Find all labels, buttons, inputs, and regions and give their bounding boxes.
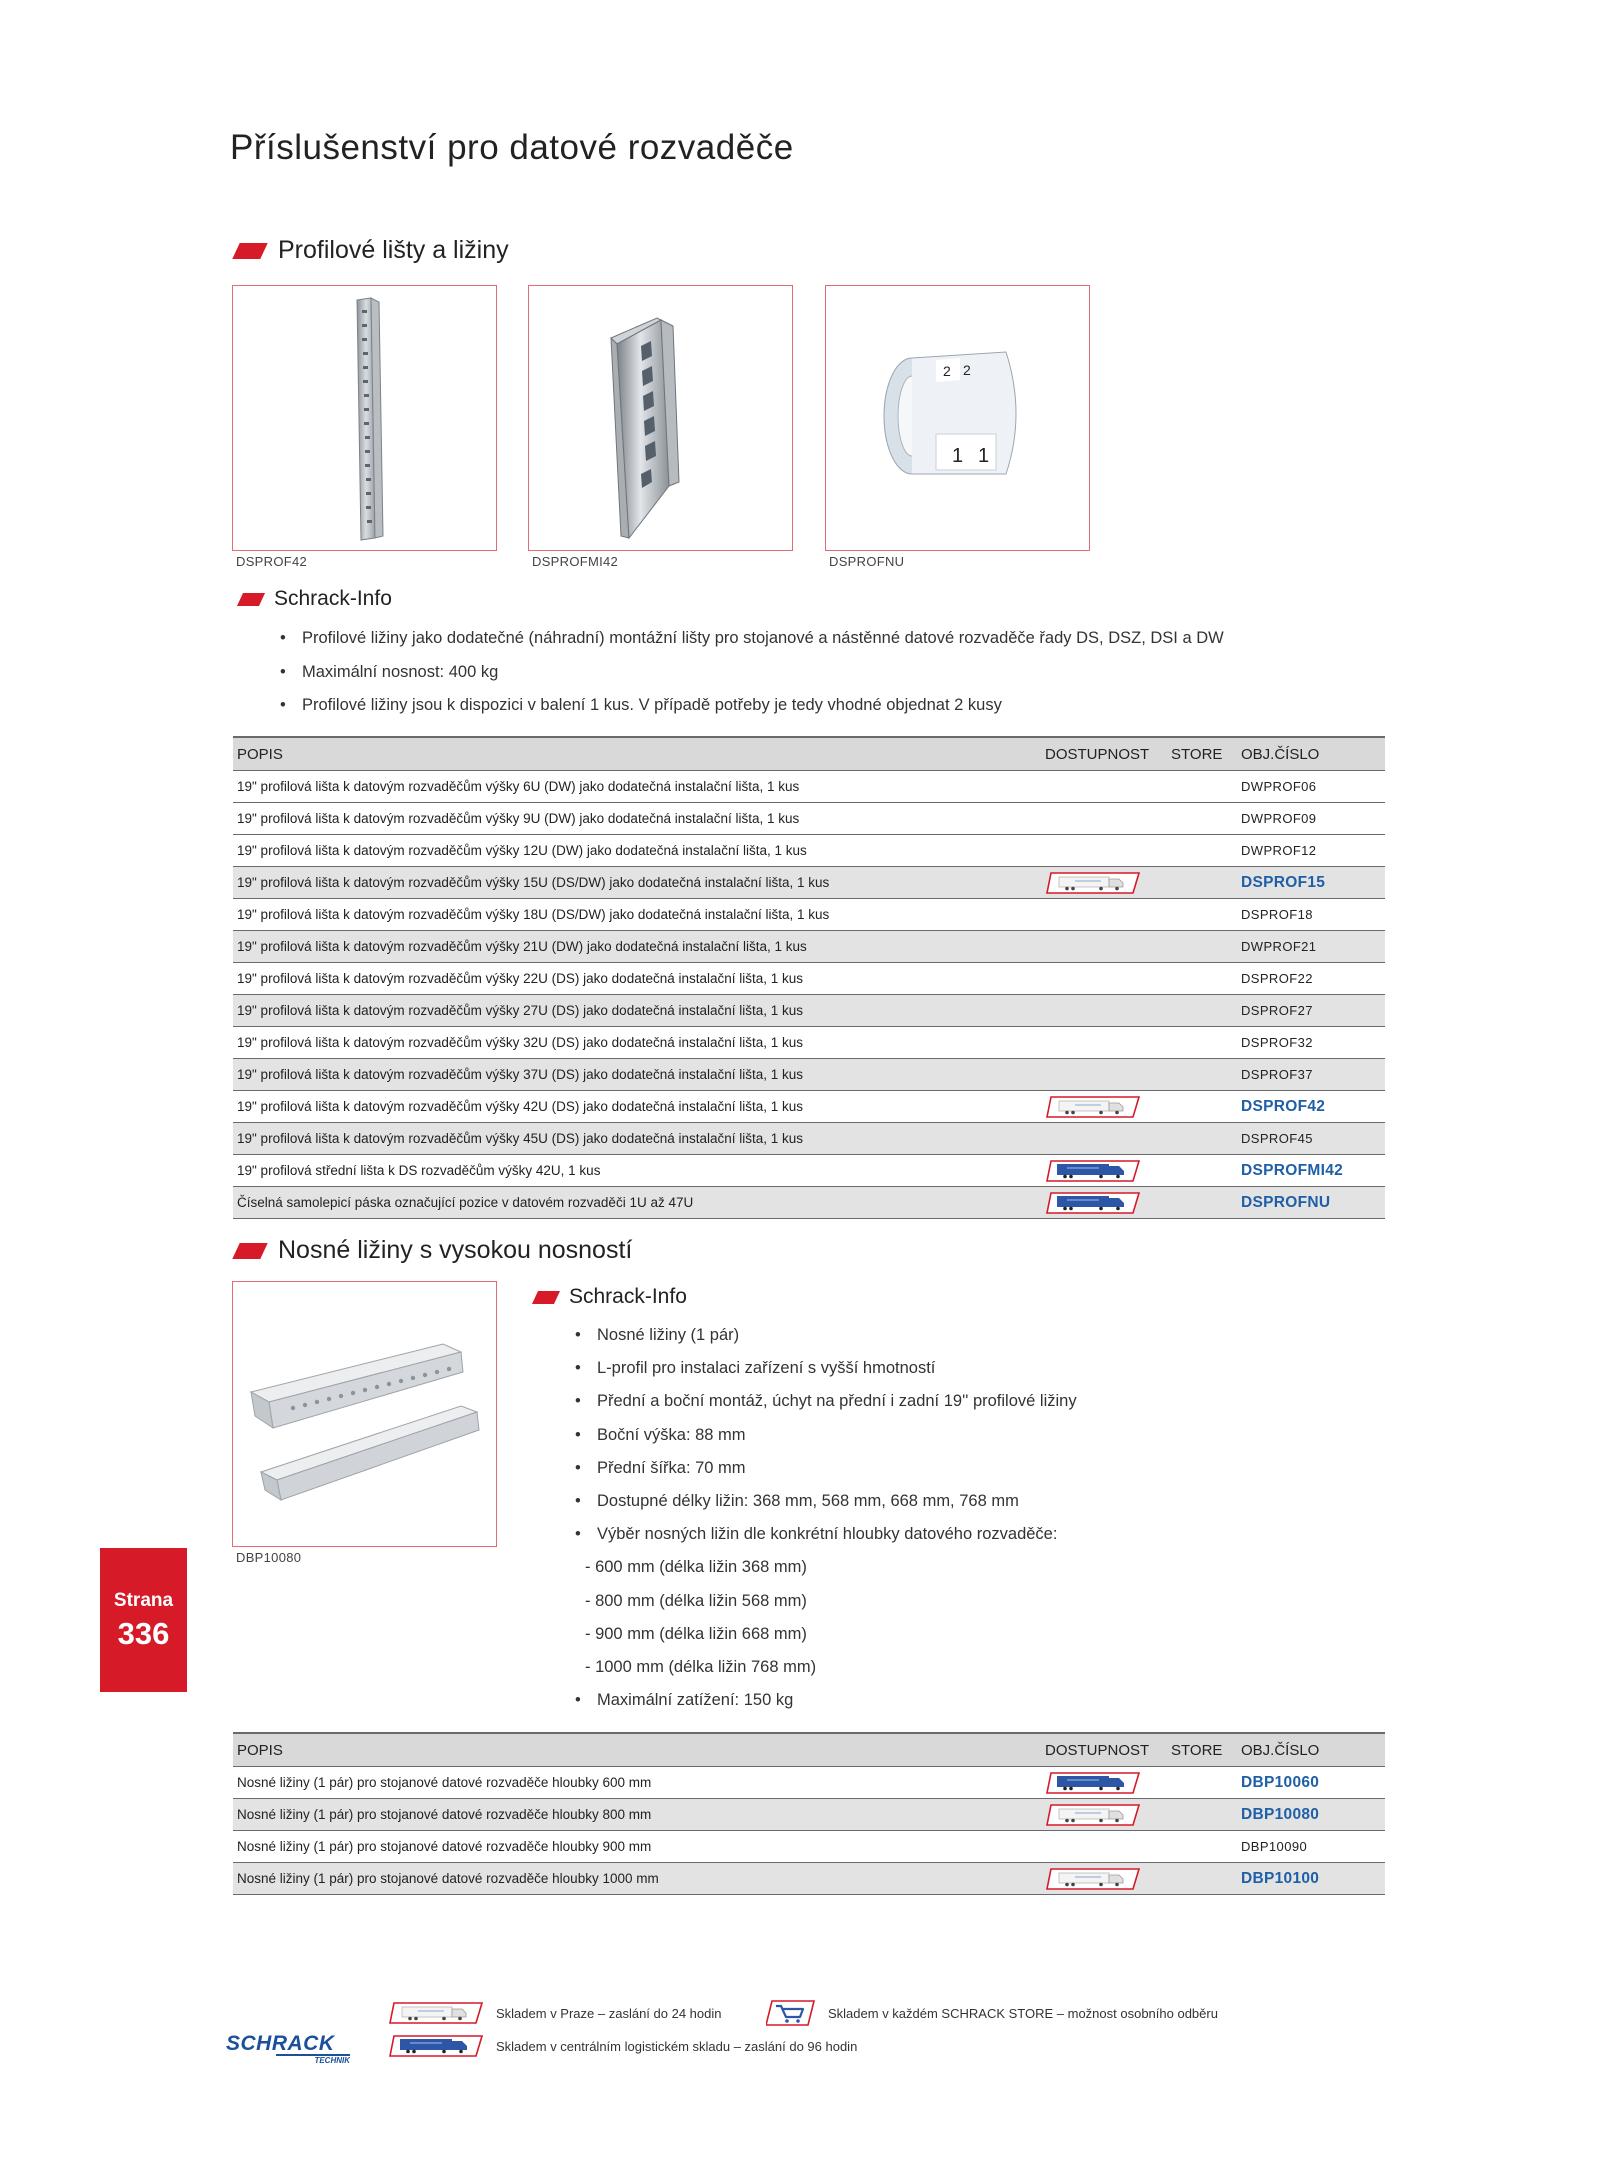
white-truck-icon [1045, 1095, 1141, 1119]
white-truck-icon [1045, 871, 1141, 895]
row-description: Číselná samolepicí páska označující pozice v datovém rozvaděči 1U až 47U [233, 1187, 1041, 1219]
row-store [1167, 1155, 1237, 1187]
info-bullet: • Profilové ližiny jako dodatečné (náhradní) montážní lišty pro stojanové a nástěnné datové rozvaděče řady DS, DSZ, DSI a DW [276, 622, 1376, 656]
tape-label: 2 [963, 362, 971, 378]
product-image-dsprof42 [232, 285, 497, 551]
schrack-info-heading-text: Schrack-Info [274, 587, 392, 610]
product-image-dsprofnu [825, 285, 1090, 551]
row-description: Nosné ližiny (1 pár) pro stojanové datové rozvaděče hloubky 900 mm [233, 1831, 1041, 1863]
image-caption: DBP10080 [236, 1550, 302, 1565]
table-row [233, 771, 1385, 803]
row-availability [1041, 963, 1167, 995]
tape-roll-image [826, 286, 1088, 549]
row-availability [1041, 995, 1167, 1027]
info-bullet: - 600 mm (délka ližin 368 mm) [585, 1558, 807, 1577]
column-header-popis: POPIS [233, 1733, 1041, 1767]
info-bullet: • Dostupné délky ližin: 368 mm, 568 mm, 668 mm, 768 mm [571, 1485, 1371, 1518]
info-bullet: - 800 mm (délka ližin 568 mm) [585, 1591, 807, 1610]
row-store [1167, 867, 1237, 899]
row-order-number[interactable]: DBP10080 [1237, 1799, 1385, 1831]
table-row [233, 1155, 1385, 1187]
row-store [1167, 963, 1237, 995]
column-header-store: STORE [1167, 737, 1237, 771]
row-order-number: DWPROF12 [1237, 835, 1385, 867]
column-header-obj: OBJ.ČÍSLO [1237, 737, 1385, 771]
red-marker-icon [232, 243, 267, 259]
row-description: 19" profilová lišta k datovým rozvaděčům výšky 15U (DS/DW) jako dodatečná instalační lišta, 1 kus [233, 867, 1041, 899]
vertical-rail-image [233, 286, 495, 549]
row-store [1167, 1059, 1237, 1091]
row-store [1167, 803, 1237, 835]
row-store [1167, 931, 1237, 963]
column-header-dostupnost: DOSTUPNOST [1041, 1733, 1167, 1767]
table-body [233, 1767, 1385, 1895]
blue-truck-icon [388, 2034, 484, 2058]
row-availability [1041, 835, 1167, 867]
row-description: 19" profilová lišta k datovým rozvaděčům výšky 12U (DW) jako dodatečná instalační lišta, 1 kus [233, 835, 1041, 867]
row-order-number: DBP10090 [1237, 1831, 1385, 1863]
row-order-number: DSPROF45 [1237, 1123, 1385, 1155]
table-row [233, 1831, 1385, 1863]
row-store [1167, 1767, 1237, 1799]
row-availability [1041, 1799, 1167, 1831]
column-header-store: STORE [1167, 1733, 1237, 1767]
info-bullet: • Přední a boční montáž, úchyt na přední i zadní 19'' profilové ližiny [571, 1385, 1371, 1418]
info-bullet: • Nosné ližiny (1 pár) [571, 1319, 1371, 1352]
info-bullet: • Výběr nosných ližin dle konkrétní hloubky datového rozvaděče: [571, 1518, 1371, 1551]
row-order-number[interactable]: DSPROFNU [1237, 1187, 1385, 1219]
table-row [233, 899, 1385, 931]
row-order-number: DWPROF09 [1237, 803, 1385, 835]
row-order-number: DSPROF18 [1237, 899, 1385, 931]
tape-label: 1 [952, 445, 964, 467]
row-description: 19" profilová lišta k datovým rozvaděčům výšky 9U (DW) jako dodatečná instalační lišta, 1 kus [233, 803, 1041, 835]
image-caption: DSPROFNU [829, 554, 905, 569]
column-header-popis: POPIS [233, 737, 1041, 771]
blue-truck-icon [1045, 1191, 1141, 1215]
row-store [1167, 835, 1237, 867]
row-availability [1041, 1091, 1167, 1123]
row-description: Nosné ližiny (1 pár) pro stojanové datové rozvaděče hloubky 800 mm [233, 1799, 1041, 1831]
row-store [1167, 1027, 1237, 1059]
table-row [233, 1059, 1385, 1091]
page-number-tab [100, 1548, 187, 1692]
row-availability [1041, 1027, 1167, 1059]
info-bullet: • Boční výška: 88 mm [571, 1419, 1371, 1452]
row-description: 19" profilová lišta k datovým rozvaděčům výšky 37U (DS) jako dodatečná instalační lišta, 1 kus [233, 1059, 1041, 1091]
white-truck-icon [388, 2001, 484, 2025]
section-heading-text: Nosné ližiny s vysokou nosností [278, 1236, 633, 1264]
section-heading-support-rails [236, 1236, 632, 1265]
row-store [1167, 1187, 1237, 1219]
table-row [233, 1091, 1385, 1123]
row-store [1167, 1123, 1237, 1155]
info-bullet-list [571, 1319, 1371, 1717]
section-heading-text: Profilové lišty a ližiny [278, 236, 509, 264]
table-header-row [233, 1733, 1385, 1767]
product-image-dsprofmi42 [528, 285, 793, 551]
row-availability [1041, 1863, 1167, 1895]
info-bullet: • Přední šířka: 70 mm [571, 1452, 1371, 1485]
schrack-logo [226, 2034, 350, 2068]
row-availability [1041, 1831, 1167, 1863]
logo-subtext: TECHNIK [276, 2054, 350, 2066]
row-availability [1041, 1767, 1167, 1799]
row-description: 19" profilová lišta k datovým rozvaděčům výšky 27U (DS) jako dodatečná instalační lišta, 1 kus [233, 995, 1041, 1027]
table-row [233, 931, 1385, 963]
blue-truck-icon [1045, 1771, 1141, 1795]
page-title: Příslušenství pro datové rozvaděče [230, 128, 794, 167]
legend-text: Skladem v centrálním logistickém skladu – zaslání do 96 hodin [496, 2039, 858, 2054]
row-description: Nosné ližiny (1 pár) pro stojanové datové rozvaděče hloubky 600 mm [233, 1767, 1041, 1799]
legend-text: Skladem v Praze – zaslání do 24 hodin [496, 2006, 722, 2021]
column-header-obj: OBJ.ČÍSLO [1237, 1733, 1385, 1767]
row-description: 19" profilová lišta k datovým rozvaděčům výšky 21U (DW) jako dodatečná instalační lišta, 1 kus [233, 931, 1041, 963]
table-row [233, 1123, 1385, 1155]
schrack-info-heading [240, 587, 392, 611]
support-rails-image [233, 1282, 495, 1545]
schrack-info-heading-text: Schrack-Info [569, 1285, 687, 1308]
row-order-number[interactable]: DBP10100 [1237, 1863, 1385, 1895]
row-store [1167, 995, 1237, 1027]
image-caption: DSPROFMI42 [532, 554, 619, 569]
section-heading-profile-rails [236, 236, 509, 265]
row-description: 19" profilová lišta k datovým rozvaděčům výšky 18U (DS/DW) jako dodatečná instalační lišta, 1 kus [233, 899, 1041, 931]
row-description: Nosné ližiny (1 pár) pro stojanové datové rozvaděče hloubky 1000 mm [233, 1863, 1041, 1895]
info-bullet: - 1000 mm (délka ližin 768 mm) [585, 1658, 817, 1677]
red-marker-icon [237, 593, 265, 606]
row-order-number: DWPROF21 [1237, 931, 1385, 963]
info-bullet: • L-profil pro instalaci zařízení s vyšší hmotností [571, 1352, 1371, 1385]
row-description: 19" profilová lišta k datovým rozvaděčům výšky 32U (DS) jako dodatečná instalační lišta, 1 kus [233, 1027, 1041, 1059]
table-body [233, 771, 1385, 1219]
row-description: 19" profilová lišta k datovým rozvaděčům výšky 45U (DS) jako dodatečná instalační lišta, 1 kus [233, 1123, 1041, 1155]
row-order-number[interactable]: DSPROFMI42 [1237, 1155, 1385, 1187]
row-availability [1041, 771, 1167, 803]
row-availability [1041, 867, 1167, 899]
row-store [1167, 1831, 1237, 1863]
white-truck-icon [1045, 1867, 1141, 1891]
tape-label: 1 [978, 445, 990, 467]
row-order-number: DSPROF32 [1237, 1027, 1385, 1059]
column-header-dostupnost: DOSTUPNOST [1041, 737, 1167, 771]
table-row [233, 1187, 1385, 1219]
row-description: 19" profilová lišta k datovým rozvaděčům výšky 6U (DW) jako dodatečná instalační lišta, 1 kus [233, 771, 1041, 803]
row-availability [1041, 1123, 1167, 1155]
middle-rail-image [529, 286, 791, 549]
product-table-profile-rails [233, 736, 1385, 1219]
image-caption: DSPROF42 [236, 554, 308, 569]
info-bullet: - 900 mm (délka ližin 668 mm) [585, 1624, 807, 1643]
row-description: 19" profilová lišta k datovým rozvaděčům výšky 22U (DS) jako dodatečná instalační lišta, 1 kus [233, 963, 1041, 995]
logo-text: SCHRACK [226, 2032, 335, 2055]
row-order-number[interactable]: DSPROF42 [1237, 1091, 1385, 1123]
info-bullet: • Maximální nosnost: 400 kg [276, 656, 1376, 690]
table-row [233, 803, 1385, 835]
row-order-number: DWPROF06 [1237, 771, 1385, 803]
row-store [1167, 1799, 1237, 1831]
blue-truck-icon [1045, 1159, 1141, 1183]
product-table-support-rails [233, 1732, 1385, 1895]
row-description: 19" profilová střední lišta k DS rozvaděčům výšky 42U, 1 kus [233, 1155, 1041, 1187]
row-store [1167, 771, 1237, 803]
product-image-dbp10080 [232, 1281, 497, 1547]
table-row [233, 835, 1385, 867]
white-truck-icon [1045, 1803, 1141, 1827]
table-header-row [233, 737, 1385, 771]
page-number: 336 [117, 1616, 170, 1651]
schrack-info-heading [535, 1285, 687, 1309]
row-availability [1041, 931, 1167, 963]
info-bullet: • Profilové ližiny jsou k dispozici v balení 1 kus. V případě potřeby je tedy vhodné objednat 2 kusy [276, 689, 1376, 723]
legend-text: Skladem v každém SCHRACK STORE – možnost osobního odběru [828, 2006, 1218, 2021]
row-store [1167, 899, 1237, 931]
row-order-number: DSPROF37 [1237, 1059, 1385, 1091]
row-order-number[interactable]: DBP10060 [1237, 1767, 1385, 1799]
row-availability [1041, 803, 1167, 835]
row-availability [1041, 1059, 1167, 1091]
info-bullet-list [276, 622, 1376, 723]
row-order-number[interactable]: DSPROF15 [1237, 867, 1385, 899]
table-row [233, 995, 1385, 1027]
row-store [1167, 1091, 1237, 1123]
table-row [233, 1863, 1385, 1895]
row-description: 19" profilová lišta k datovým rozvaděčům výšky 42U (DS) jako dodatečná instalační lišta, 1 kus [233, 1091, 1041, 1123]
table-row [233, 867, 1385, 899]
table-row [233, 963, 1385, 995]
cart-icon [766, 1999, 816, 2027]
row-order-number: DSPROF22 [1237, 963, 1385, 995]
info-bullet: • Maximální zatížení: 150 kg [571, 1684, 1371, 1717]
red-marker-icon [532, 1291, 560, 1304]
tape-label: 2 [943, 363, 951, 379]
row-availability [1041, 899, 1167, 931]
table-row [233, 1027, 1385, 1059]
red-marker-icon [232, 1243, 267, 1259]
row-availability [1041, 1155, 1167, 1187]
row-order-number: DSPROF27 [1237, 995, 1385, 1027]
row-availability [1041, 1187, 1167, 1219]
row-store [1167, 1863, 1237, 1895]
page-tab-label: Strana [113, 1590, 174, 1611]
table-row [233, 1799, 1385, 1831]
table-row [233, 1767, 1385, 1799]
